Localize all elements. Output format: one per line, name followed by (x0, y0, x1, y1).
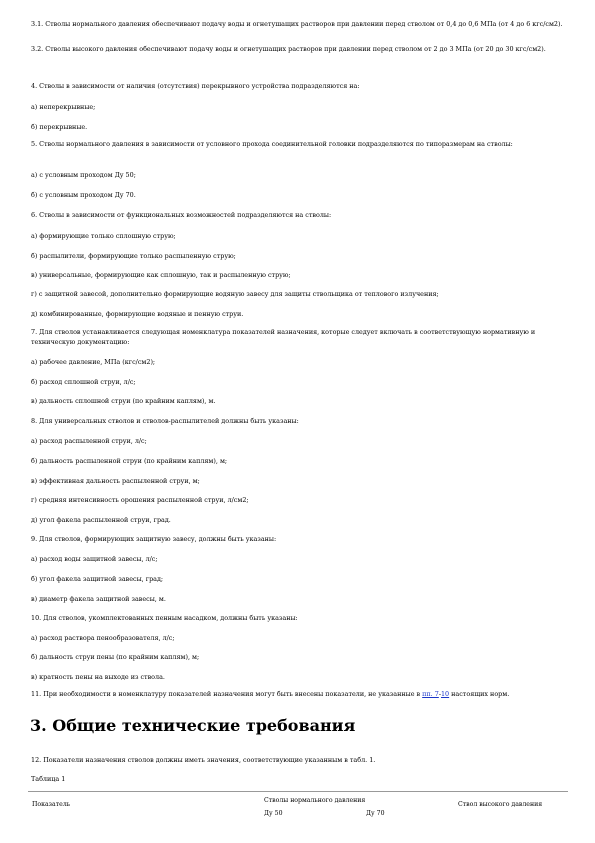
list-item: а) неперекрывные; (31, 103, 96, 111)
list-item: б) дальность распыленной струи (по крайним каплям), м; (31, 457, 228, 465)
paragraph-6: 6. Стволы в зависимости от функциональных возможностей подразделяются на стволы: (31, 211, 332, 219)
link-10[interactable]: 10 (440, 690, 450, 698)
list-item: а) формирующие только сплошную струю; (31, 232, 176, 240)
dash: - (438, 690, 441, 698)
list-item: б) распылители, формирующие только распыленную струю; (31, 252, 236, 260)
paragraph-9: 9. Для стволов, формирующих защитную завесу, должны быть указаны: (31, 535, 277, 543)
paragraph-4: 4. Стволы в зависимости от наличия (отсутствия) перекрывного устройства подразделяются на: (31, 82, 360, 90)
list-item: в) универсальные, формирующие как сплошную, так и распыленную струю; (31, 271, 291, 279)
table-1 (28, 791, 568, 843)
list-item: б) перекрывные. (31, 123, 88, 131)
list-item: а) расход распыленной струи, л/с; (31, 437, 147, 445)
table-caption: Таблица 1 (31, 775, 66, 783)
table-header-du70: Ду 70 (366, 810, 385, 817)
list-item: б) угол факела защитной завесы, град; (31, 575, 164, 583)
list-item: в) диаметр факела защитной завесы, м. (31, 595, 166, 603)
paragraph-10: 10. Для стволов, укомплектованных пенным насадком, должны быть указаны: (31, 614, 298, 622)
list-item: а) с условным проходом Ду 50; (31, 171, 136, 179)
list-item: в) дальность сплошной струи (по крайним каплям), м. (31, 397, 216, 405)
list-item: б) с условным проходом Ду 70. (31, 191, 136, 199)
list-item: в) кратность пены на выходе из ствола. (31, 673, 165, 681)
paragraph-3-1: 3.1. Стволы нормального давления обеспечивают подачу воды и огнетушащих растворов при давлении перед стволом от 0,4 до 0,6 МПа (от 4 до 6 кгс/см2). (31, 20, 563, 28)
paragraph-3-2: 3.2. Стволы высокого давления обеспечивают подачу воды и огнетушащих растворов при давлении перед стволом от 2 до 3 МПа (от 20 до 30 кгс/см2). (31, 45, 546, 53)
list-item: в) эффективная дальность распыленной струи, м; (31, 477, 200, 485)
paragraph-7: 7. Для стволов устанавливается следующая номенклатура показателей назначения, которые следует включать в соответствующую нормативную и техническую документацию: (31, 328, 536, 346)
list-item: д) комбинированные, формирующие водяные и пенную струи. (31, 310, 244, 318)
table-header-indicator: Показатель (32, 801, 71, 808)
paragraph-8: 8. Для универсальных стволов и стволов-распылителей должны быть указаны: (31, 417, 299, 425)
paragraph-5: 5. Стволы нормального давления в зависимости от условного прохода соединительной головки подразделяются по типоразмерам на стволы: (31, 140, 513, 148)
list-item: а) расход раствора пенообразователя, л/с; (31, 634, 175, 642)
paragraph-11 (31, 689, 566, 699)
list-item: б) расход сплошной струи, л/с; (31, 378, 136, 386)
list-item: д) угол факела распыленной струи, град. (31, 516, 171, 524)
paragraph-11-tail: настоящих норм. (449, 690, 510, 698)
link-pp-7[interactable]: пп. 7 (422, 690, 439, 698)
table-header-normal-pressure: Стволы нормального давления (264, 797, 366, 804)
paragraph-11-text: 11. При необходимости в номенклатуру показателей назначения могут быть внесены показатели, не указанные в (31, 690, 423, 698)
table-header-high-pressure: Ствол высокого давления (458, 801, 543, 808)
list-item: а) рабочее давление, МПа (кгс/см2); (31, 358, 156, 366)
list-item: б) дальность струи пены (по крайним каплям), м; (31, 653, 200, 661)
table-header-du50: Ду 50 (264, 810, 283, 817)
paragraph-12: 12. Показатели назначения стволов должны иметь значения, соответствующие указанным в табл. 1. (31, 756, 376, 764)
section-heading: 3. Общие технические требования (30, 716, 356, 735)
list-item: г) средняя интенсивность орошения распыленной струи, л/см2; (31, 496, 249, 504)
list-item: г) с защитной завесой, дополнительно формирующие водяную завесу для защиты ствольщика от теплового излучения; (31, 290, 439, 298)
list-item: а) расход воды защитной завесы, л/с; (31, 555, 158, 563)
